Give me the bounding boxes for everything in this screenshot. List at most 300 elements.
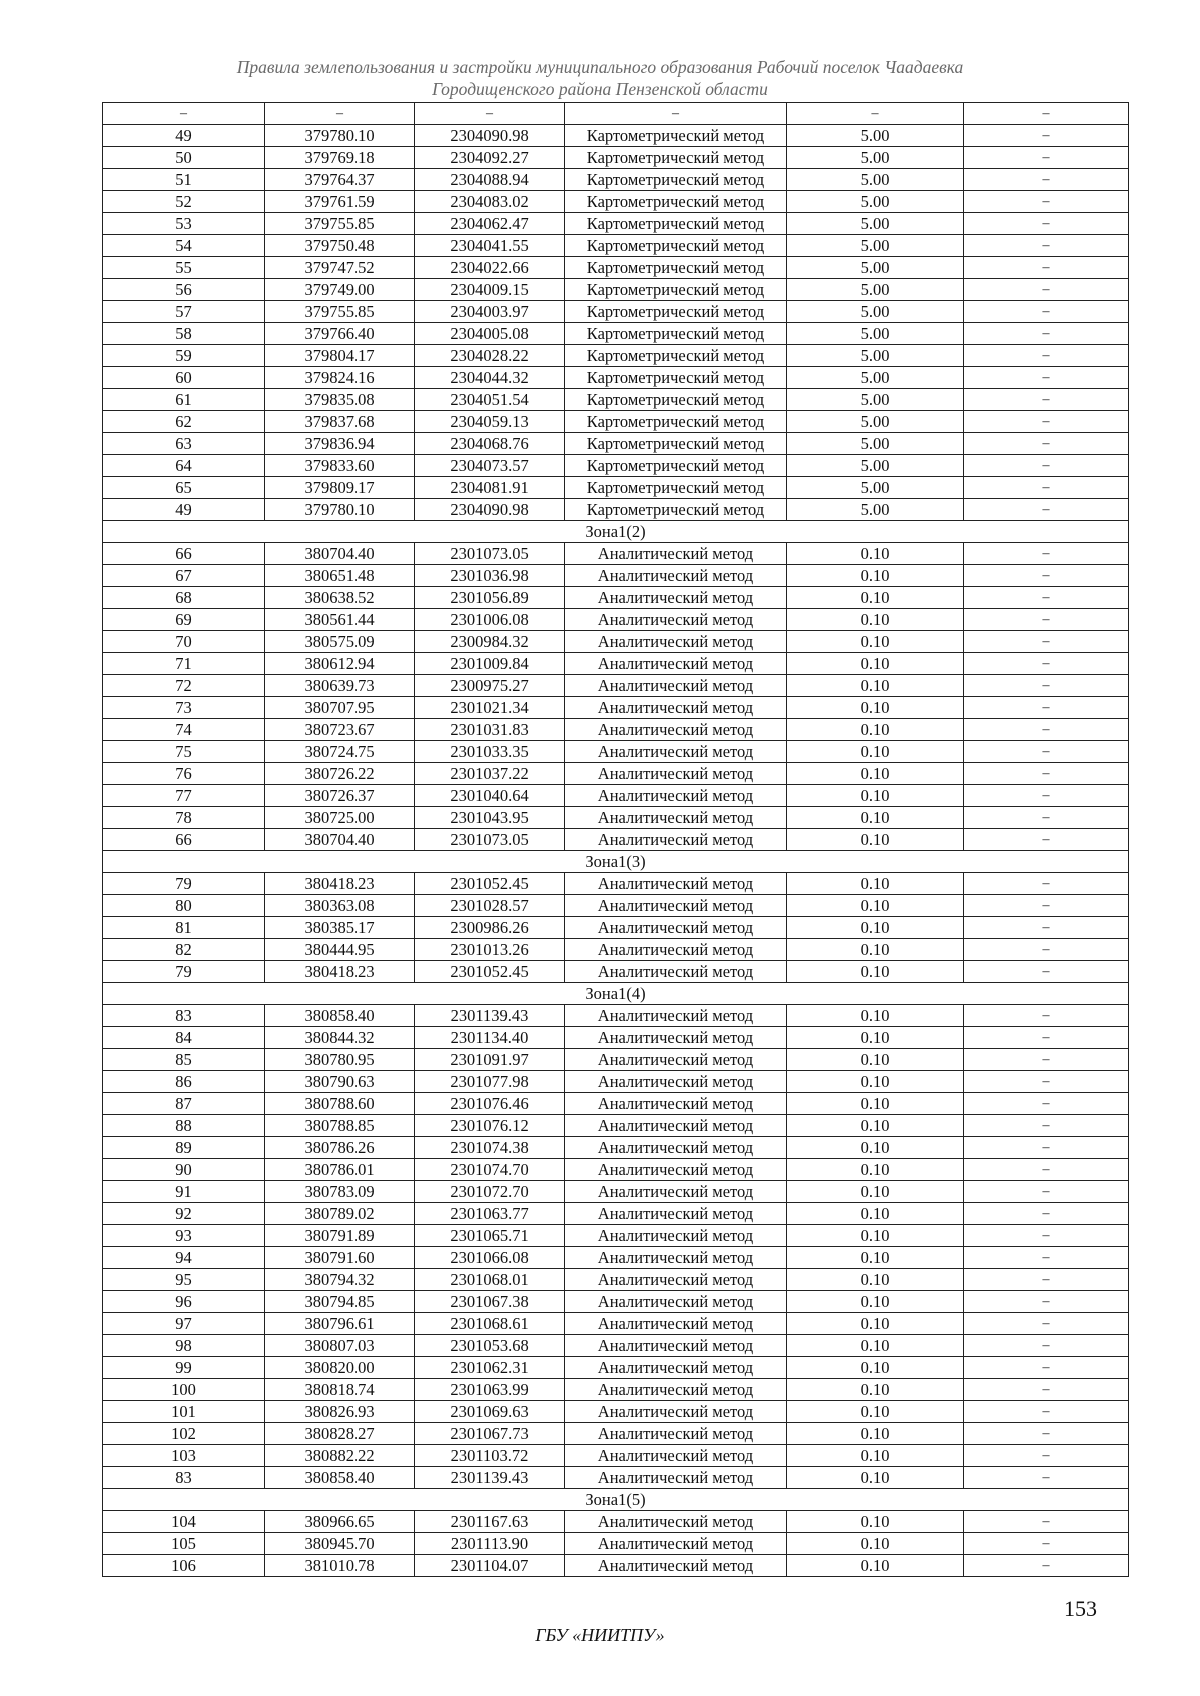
table-cell: – (964, 213, 1129, 235)
coordinates-table (102, 102, 1129, 1577)
table-cell: 100 (103, 1379, 265, 1401)
table-row (103, 829, 1129, 851)
table-cell: – (964, 1313, 1129, 1335)
table-cell: 66 (103, 829, 265, 851)
table-cell: 5.00 (787, 213, 964, 235)
table-cell: 2304083.02 (415, 191, 565, 213)
table-row (103, 587, 1129, 609)
table-cell: 5.00 (787, 433, 964, 455)
table-cell: 83 (103, 1467, 265, 1489)
table-cell: 0.10 (787, 719, 964, 741)
table-cell: 380418.23 (265, 961, 415, 983)
table-cell: 59 (103, 345, 265, 367)
table-cell: 55 (103, 257, 265, 279)
table-cell: – (964, 587, 1129, 609)
table-cell: 379835.08 (265, 389, 415, 411)
zone-label: Зона1(2) (103, 521, 1129, 543)
table-cell: Картометрический метод (565, 279, 787, 301)
table-cell: – (964, 103, 1129, 125)
table-cell: 2301052.45 (415, 961, 565, 983)
table-cell: Аналитический метод (565, 1555, 787, 1577)
table-row (103, 873, 1129, 895)
table-cell: – (964, 411, 1129, 433)
table-cell: 2301028.57 (415, 895, 565, 917)
table-cell: Картометрический метод (565, 389, 787, 411)
table-cell: 379750.48 (265, 235, 415, 257)
table-cell: Аналитический метод (565, 1533, 787, 1555)
table-cell: Аналитический метод (565, 1401, 787, 1423)
table-cell: – (565, 103, 787, 125)
table-cell: 0.10 (787, 1137, 964, 1159)
table-cell: – (964, 389, 1129, 411)
table-row (103, 1181, 1129, 1203)
table-cell: – (964, 1093, 1129, 1115)
table-cell: Картометрический метод (565, 345, 787, 367)
table-cell: Аналитический метод (565, 741, 787, 763)
table-cell: 97 (103, 1313, 265, 1335)
table-cell: Аналитический метод (565, 697, 787, 719)
table-cell: 380725.00 (265, 807, 415, 829)
table-row (103, 653, 1129, 675)
table-cell: 103 (103, 1445, 265, 1467)
table-row (103, 1093, 1129, 1115)
zone-label: Зона1(4) (103, 983, 1129, 1005)
table-cell: 95 (103, 1269, 265, 1291)
table-cell: 0.10 (787, 1533, 964, 1555)
table-row (103, 1423, 1129, 1445)
table-cell: 2301031.83 (415, 719, 565, 741)
table-row (103, 1335, 1129, 1357)
table-cell: 2301134.40 (415, 1027, 565, 1049)
table-cell: – (964, 1423, 1129, 1445)
table-cell: – (964, 1445, 1129, 1467)
table-cell: 2301052.45 (415, 873, 565, 895)
header-line-2: Городищенского района Пензенской области (432, 79, 768, 99)
table-cell: 380444.95 (265, 939, 415, 961)
table-cell: 2301072.70 (415, 1181, 565, 1203)
table-cell: 2301063.99 (415, 1379, 565, 1401)
table-cell: 5.00 (787, 455, 964, 477)
table-cell: 85 (103, 1049, 265, 1071)
table-cell: 105 (103, 1533, 265, 1555)
table-cell: Аналитический метод (565, 1379, 787, 1401)
table-cell: 2304005.08 (415, 323, 565, 345)
table-row (103, 697, 1129, 719)
table-cell: Аналитический метод (565, 1511, 787, 1533)
table-cell: 2301073.05 (415, 829, 565, 851)
table-cell: 0.10 (787, 1071, 964, 1093)
table-cell: 64 (103, 455, 265, 477)
table-cell: 93 (103, 1225, 265, 1247)
table-cell: Аналитический метод (565, 917, 787, 939)
table-row (103, 1005, 1129, 1027)
table-cell: Аналитический метод (565, 1181, 787, 1203)
table-cell: 0.10 (787, 565, 964, 587)
table-cell: 2301139.43 (415, 1005, 565, 1027)
table-row (103, 961, 1129, 983)
table-cell: Картометрический метод (565, 147, 787, 169)
table-cell: 0.10 (787, 675, 964, 697)
table-cell: – (964, 1049, 1129, 1071)
table-cell: Аналитический метод (565, 1269, 787, 1291)
table-cell: 0.10 (787, 1225, 964, 1247)
table-cell: Аналитический метод (565, 1467, 787, 1489)
table-cell: 2300986.26 (415, 917, 565, 939)
table-row (103, 1379, 1129, 1401)
table-cell: – (964, 719, 1129, 741)
table-cell: Картометрический метод (565, 455, 787, 477)
table-cell: 74 (103, 719, 265, 741)
table-cell: 380723.67 (265, 719, 415, 741)
table-row (103, 609, 1129, 631)
table-cell: 5.00 (787, 367, 964, 389)
zone-header-row (103, 1489, 1129, 1511)
table-cell: 2301043.95 (415, 807, 565, 829)
table-cell: Аналитический метод (565, 1027, 787, 1049)
table-cell: 0.10 (787, 1467, 964, 1489)
table-cell: – (964, 125, 1129, 147)
table-row (103, 565, 1129, 587)
table-cell: 380794.85 (265, 1291, 415, 1313)
table-cell: 91 (103, 1181, 265, 1203)
table-row (103, 1401, 1129, 1423)
table-cell: Картометрический метод (565, 301, 787, 323)
table-cell: 82 (103, 939, 265, 961)
table-cell: 2301036.98 (415, 565, 565, 587)
table-row (103, 1225, 1129, 1247)
table-cell: 379809.17 (265, 477, 415, 499)
table-cell: 2301009.84 (415, 653, 565, 675)
table-cell: 380791.89 (265, 1225, 415, 1247)
zone-header-row (103, 983, 1129, 1005)
table-cell: 2301065.71 (415, 1225, 565, 1247)
table-cell: 88 (103, 1115, 265, 1137)
table-cell: – (964, 455, 1129, 477)
table-cell: 66 (103, 543, 265, 565)
table-cell: Картометрический метод (565, 235, 787, 257)
table-row (103, 1203, 1129, 1225)
table-cell: 0.10 (787, 1291, 964, 1313)
table-cell: – (415, 103, 565, 125)
table-cell: 380791.60 (265, 1247, 415, 1269)
table-cell: – (964, 829, 1129, 851)
table-cell: 0.10 (787, 1203, 964, 1225)
table-cell: Аналитический метод (565, 1071, 787, 1093)
table-cell: 380780.95 (265, 1049, 415, 1071)
table-cell: 380796.61 (265, 1313, 415, 1335)
table-cell: 67 (103, 565, 265, 587)
table-cell: – (964, 741, 1129, 763)
table-cell: 0.10 (787, 1159, 964, 1181)
table-cell: – (964, 147, 1129, 169)
zone-header-row (103, 521, 1129, 543)
table-cell: 380882.22 (265, 1445, 415, 1467)
table-cell: 380612.94 (265, 653, 415, 675)
table-cell: Аналитический метод (565, 609, 787, 631)
table-cell: 2304092.27 (415, 147, 565, 169)
table-cell: 0.10 (787, 609, 964, 631)
table-cell: – (964, 1203, 1129, 1225)
table-cell: 380638.52 (265, 587, 415, 609)
table-row (103, 1269, 1129, 1291)
table-cell: 0.10 (787, 917, 964, 939)
table-cell: 5.00 (787, 257, 964, 279)
table-cell: Аналитический метод (565, 1445, 787, 1467)
zone-label: Зона1(3) (103, 851, 1129, 873)
table-cell: 2301033.35 (415, 741, 565, 763)
table-cell: 0.10 (787, 587, 964, 609)
table-cell: 380807.03 (265, 1335, 415, 1357)
table-cell: 0.10 (787, 543, 964, 565)
table-cell: Аналитический метод (565, 1005, 787, 1027)
table-row (103, 235, 1129, 257)
table-cell: 2301053.68 (415, 1335, 565, 1357)
table-row (103, 675, 1129, 697)
table-row (103, 785, 1129, 807)
table-cell: 380858.40 (265, 1005, 415, 1027)
table-cell: 380966.65 (265, 1511, 415, 1533)
table-cell: – (964, 1335, 1129, 1357)
table-cell: 5.00 (787, 345, 964, 367)
table-cell: 0.10 (787, 1511, 964, 1533)
table-cell: – (964, 785, 1129, 807)
table-cell: Аналитический метод (565, 653, 787, 675)
table-cell: 0.10 (787, 785, 964, 807)
page-header (0, 56, 1200, 100)
table-cell: 380726.37 (265, 785, 415, 807)
page-number: 153 (1064, 1596, 1097, 1621)
table-cell: 2301139.43 (415, 1467, 565, 1489)
table-cell: 5.00 (787, 499, 964, 521)
table-cell: 2301068.61 (415, 1313, 565, 1335)
table-cell: 2301074.38 (415, 1137, 565, 1159)
table-cell: Аналитический метод (565, 1423, 787, 1445)
table-cell: – (964, 1401, 1129, 1423)
table-row (103, 433, 1129, 455)
table-cell: 102 (103, 1423, 265, 1445)
table-cell: 0.10 (787, 1247, 964, 1269)
table-cell: 84 (103, 1027, 265, 1049)
table-cell: 2304059.13 (415, 411, 565, 433)
table-row (103, 477, 1129, 499)
table-cell: 61 (103, 389, 265, 411)
table-cell: 0.10 (787, 1313, 964, 1335)
table-cell: 5.00 (787, 301, 964, 323)
table-cell: – (964, 653, 1129, 675)
table-cell: 2301074.70 (415, 1159, 565, 1181)
table-cell: 380561.44 (265, 609, 415, 631)
table-cell: 69 (103, 609, 265, 631)
table-cell: 2301073.05 (415, 543, 565, 565)
table-cell: – (964, 169, 1129, 191)
table-cell: Аналитический метод (565, 1159, 787, 1181)
table-cell: Аналитический метод (565, 1093, 787, 1115)
table-cell: 379749.00 (265, 279, 415, 301)
table-cell: 2301076.46 (415, 1093, 565, 1115)
table-cell: 0.10 (787, 1445, 964, 1467)
table-cell: 52 (103, 191, 265, 213)
table-cell: – (265, 103, 415, 125)
table-cell: Аналитический метод (565, 543, 787, 565)
table-cell: 2300975.27 (415, 675, 565, 697)
table-cell: – (964, 1467, 1129, 1489)
table-cell: 2301063.77 (415, 1203, 565, 1225)
table-row (103, 1511, 1129, 1533)
table-row-continuation (103, 103, 1129, 125)
table-cell: 379804.17 (265, 345, 415, 367)
table-cell: 0.10 (787, 1027, 964, 1049)
table-cell: – (787, 103, 964, 125)
table-cell: Аналитический метод (565, 631, 787, 653)
table-cell: 0.10 (787, 653, 964, 675)
table-cell: – (964, 675, 1129, 697)
table-cell: Аналитический метод (565, 1357, 787, 1379)
table-cell: 2304073.57 (415, 455, 565, 477)
table-cell: Картометрический метод (565, 213, 787, 235)
table-cell: 58 (103, 323, 265, 345)
table-cell: 380786.01 (265, 1159, 415, 1181)
table-cell: 0.10 (787, 895, 964, 917)
table-cell: – (964, 235, 1129, 257)
table-cell: 2301077.98 (415, 1071, 565, 1093)
table-row (103, 1533, 1129, 1555)
table-cell: 380575.09 (265, 631, 415, 653)
table-cell: 380418.23 (265, 873, 415, 895)
table-cell: – (964, 1225, 1129, 1247)
table-cell: 89 (103, 1137, 265, 1159)
table-cell: – (964, 961, 1129, 983)
table-cell: Аналитический метод (565, 1247, 787, 1269)
table-cell: Аналитический метод (565, 675, 787, 697)
table-cell: 0.10 (787, 1269, 964, 1291)
table-cell: – (964, 873, 1129, 895)
table-row (103, 1159, 1129, 1181)
table-cell: – (964, 323, 1129, 345)
table-cell: Картометрический метод (565, 477, 787, 499)
table-cell: 5.00 (787, 235, 964, 257)
table-row (103, 1247, 1129, 1269)
table-row (103, 543, 1129, 565)
table-cell: – (964, 1027, 1129, 1049)
table-cell: Аналитический метод (565, 763, 787, 785)
table-cell: 2304068.76 (415, 433, 565, 455)
table-cell: 2304009.15 (415, 279, 565, 301)
table-row (103, 895, 1129, 917)
table-cell: Аналитический метод (565, 873, 787, 895)
table-cell: 380707.95 (265, 697, 415, 719)
table-cell: – (964, 1137, 1129, 1159)
table-cell: 106 (103, 1555, 265, 1577)
table-cell: 380726.22 (265, 763, 415, 785)
table-cell: 0.10 (787, 1357, 964, 1379)
table-cell: Картометрический метод (565, 433, 787, 455)
table-cell: 2304003.97 (415, 301, 565, 323)
table-cell: – (964, 345, 1129, 367)
table-cell: 49 (103, 499, 265, 521)
table-row (103, 1555, 1129, 1577)
table-cell: 2304044.32 (415, 367, 565, 389)
table-cell: Картометрический метод (565, 411, 787, 433)
zone-label: Зона1(5) (103, 1489, 1129, 1511)
table-row (103, 499, 1129, 521)
table-cell: 2304051.54 (415, 389, 565, 411)
table-cell: 379764.37 (265, 169, 415, 191)
table-cell: 380844.32 (265, 1027, 415, 1049)
table-row (103, 631, 1129, 653)
table-cell: 87 (103, 1093, 265, 1115)
table-cell: 80 (103, 895, 265, 917)
table-cell: – (964, 1269, 1129, 1291)
table-cell: 380794.32 (265, 1269, 415, 1291)
table-row (103, 1049, 1129, 1071)
table-cell: 380790.63 (265, 1071, 415, 1093)
table-cell: 380788.60 (265, 1093, 415, 1115)
table-cell: – (964, 477, 1129, 499)
table-cell: 380783.09 (265, 1181, 415, 1203)
table-cell: 0.10 (787, 873, 964, 895)
table-cell: 63 (103, 433, 265, 455)
table-cell: 0.10 (787, 1093, 964, 1115)
table-row (103, 1313, 1129, 1335)
table-cell: 2304028.22 (415, 345, 565, 367)
table-row (103, 301, 1129, 323)
table-cell: 62 (103, 411, 265, 433)
table-cell: Картометрический метод (565, 191, 787, 213)
table-cell: 2304041.55 (415, 235, 565, 257)
table-cell: – (964, 1159, 1129, 1181)
table-cell: 2301113.90 (415, 1533, 565, 1555)
table-cell: – (964, 917, 1129, 939)
table-cell: 90 (103, 1159, 265, 1181)
table-cell: – (964, 609, 1129, 631)
table-cell: 0.10 (787, 1555, 964, 1577)
table-row (103, 147, 1129, 169)
table-cell: 96 (103, 1291, 265, 1313)
table-cell: – (964, 1071, 1129, 1093)
table-row (103, 345, 1129, 367)
table-cell: Картометрический метод (565, 323, 787, 345)
table-cell: – (964, 1115, 1129, 1137)
table-cell: 92 (103, 1203, 265, 1225)
table-cell: 94 (103, 1247, 265, 1269)
table-cell: 380818.74 (265, 1379, 415, 1401)
table-cell: – (964, 1555, 1129, 1577)
table-row (103, 1467, 1129, 1489)
table-cell: Аналитический метод (565, 1291, 787, 1313)
table-cell: – (964, 367, 1129, 389)
table-row (103, 1291, 1129, 1313)
table-cell: 2301013.26 (415, 939, 565, 961)
table-cell: 57 (103, 301, 265, 323)
table-row (103, 1027, 1129, 1049)
table-cell: 2301040.64 (415, 785, 565, 807)
table-cell: 2304062.47 (415, 213, 565, 235)
table-cell: Аналитический метод (565, 1313, 787, 1335)
table-row (103, 411, 1129, 433)
table-cell: 380945.70 (265, 1533, 415, 1555)
table-cell: Картометрический метод (565, 125, 787, 147)
table-cell: 0.10 (787, 631, 964, 653)
table-cell: 60 (103, 367, 265, 389)
table-row (103, 1357, 1129, 1379)
table-cell: – (103, 103, 265, 125)
table-cell: – (964, 1379, 1129, 1401)
table-cell: 5.00 (787, 191, 964, 213)
table-row (103, 741, 1129, 763)
table-cell: 2301069.63 (415, 1401, 565, 1423)
table-cell: 2301056.89 (415, 587, 565, 609)
table-row (103, 169, 1129, 191)
